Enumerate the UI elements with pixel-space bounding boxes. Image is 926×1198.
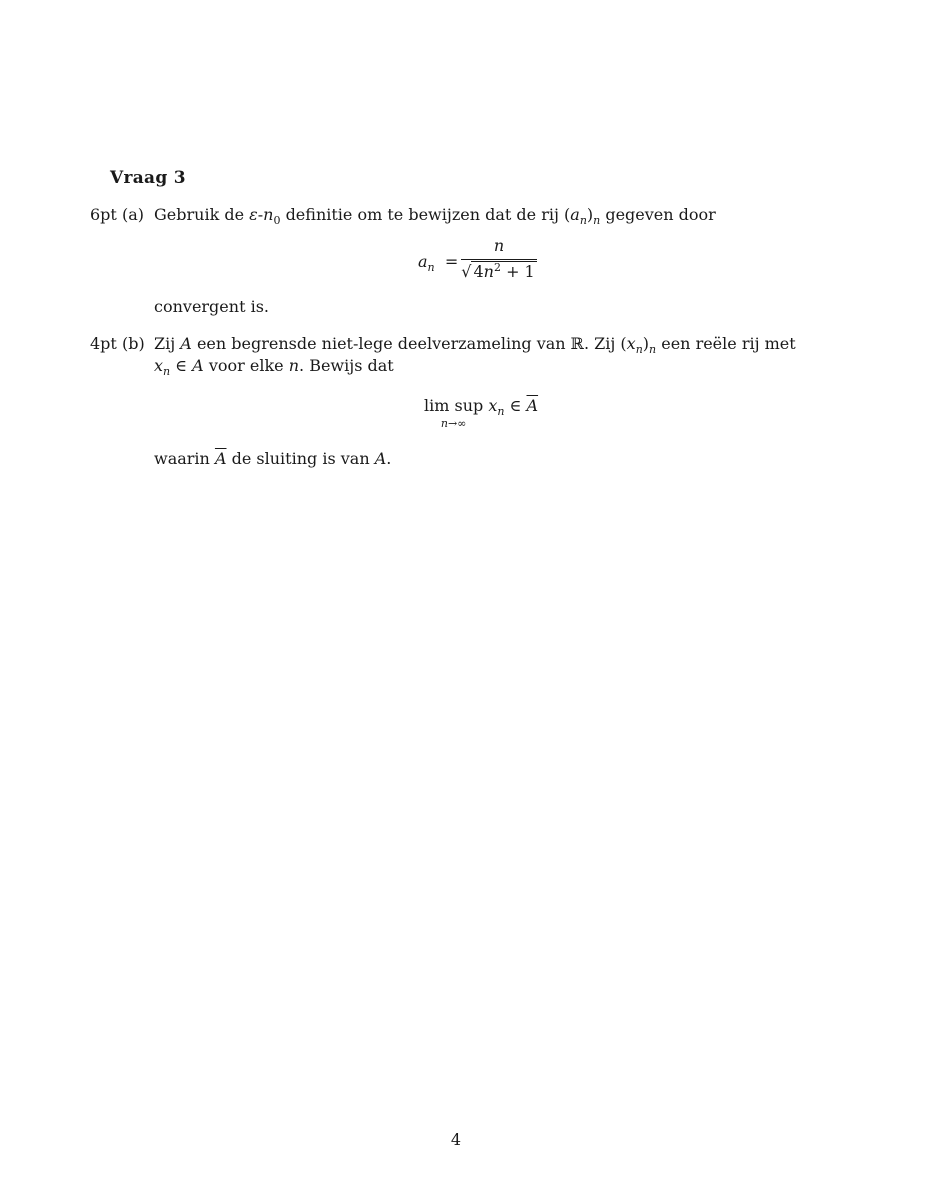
den-exponent: 2	[493, 261, 501, 274]
closing-closure-A: $\overline{A}$	[214, 449, 227, 468]
zij-text: Zij	[154, 334, 176, 353]
formula-lhs	[418, 252, 459, 274]
part-b-label: (b)	[122, 334, 145, 353]
closing-mid: de sluiting is van	[231, 449, 370, 468]
radicand	[471, 261, 536, 281]
part-a-text-after: definitie om te bewijzen dat de rij (	[285, 205, 571, 224]
den-n: n	[483, 262, 494, 281]
line1-outer-sub: n	[649, 343, 657, 356]
sqrt-sign: √	[461, 262, 472, 281]
closing-period: .	[386, 449, 392, 468]
n0-symbol: n	[263, 205, 274, 224]
numerator: n	[493, 236, 505, 255]
question-heading: Vraag 3	[110, 168, 186, 188]
limsup-under: n→∞	[440, 417, 467, 430]
line1-mid: een begrensde niet-lege deelverzameling van ℝ. Zij (	[196, 334, 627, 353]
n0-subscript: 0	[273, 214, 281, 227]
closure-A: $\overline{A}$	[526, 396, 539, 415]
formula-x: x	[488, 396, 498, 415]
set-A: A	[180, 334, 192, 353]
line2-n: n	[288, 356, 300, 375]
equals-sign: =	[444, 252, 459, 271]
closing-start: waarin	[154, 449, 210, 468]
part-a-label: (a)	[122, 205, 145, 224]
x-subscript: n	[635, 343, 643, 356]
x-symbol: x	[626, 334, 636, 353]
line2-A: A	[192, 356, 204, 375]
limsup-operator	[424, 396, 483, 430]
lhs-a: a	[418, 252, 428, 271]
den-rest: + 1	[506, 262, 535, 281]
close-paren: )	[586, 205, 594, 224]
page-number: 4	[450, 1130, 462, 1149]
formula-element-of: ∈	[509, 396, 522, 415]
fraction	[461, 237, 537, 281]
a-subscript: n	[579, 214, 587, 227]
part-b-points: 4pt	[90, 334, 117, 353]
dash: -	[257, 205, 264, 224]
part-b-line-2	[154, 356, 394, 378]
fraction-bar	[461, 259, 537, 260]
part-a-points: 6pt	[90, 205, 117, 224]
line2-x-sub: n	[163, 365, 171, 378]
lhs-sub: n	[427, 261, 435, 274]
limsup-formula	[424, 396, 538, 430]
part-b-line-1	[154, 334, 796, 356]
epsilon-symbol: ε	[249, 205, 258, 224]
part-a-conclusion: convergent is.	[154, 297, 269, 316]
closing-A: A	[374, 449, 387, 468]
part-a-text-before: Gebruik de	[154, 205, 245, 224]
line2-mid: voor elke	[208, 356, 284, 375]
line1-end: een reële rij met	[661, 334, 796, 353]
denominator	[461, 263, 537, 281]
den-four: 4	[473, 262, 484, 281]
part-a-statement	[154, 205, 716, 227]
part-b-closing	[154, 449, 391, 468]
element-of-symbol: ∈	[175, 356, 188, 375]
a-symbol: a	[570, 205, 580, 224]
outer-subscript: n	[593, 214, 601, 227]
line1-close-paren: )	[642, 334, 650, 353]
formula-x-sub: n	[497, 405, 505, 418]
part-a-text-end: gegeven door	[605, 205, 716, 224]
line2-end: . Bewijs dat	[299, 356, 394, 375]
limsup-text: lim sup	[424, 396, 484, 415]
line2-x: x	[154, 356, 164, 375]
